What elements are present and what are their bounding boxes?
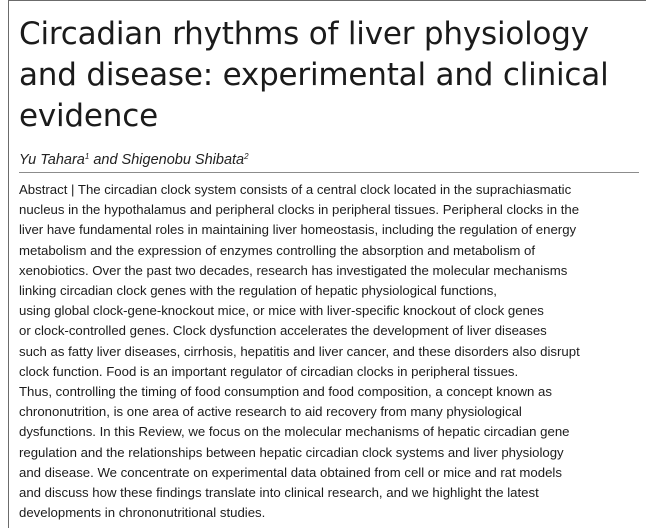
abstract-line: Abstract | The circadian clock system consists of a central clock located in the suprachiasmatic <box>19 182 572 197</box>
abstract-line: and disease. We concentrate on experimental data obtained from cell or mice and rat models <box>19 464 562 480</box>
abstract-line: developments in chrononutritional studies. <box>19 505 266 521</box>
abstract-line: chrononutrition, is one area of active research to aid recovery from many physiological <box>19 404 522 420</box>
abstract-line: dysfunctions. In this Review, we focus on the molecular mechanisms of hepatic circadian gene <box>19 424 570 440</box>
author-affiliation: 2 <box>244 152 249 161</box>
article-title <box>19 14 639 137</box>
abstract-line: xenobiotics. Over the past two decades, research has investigated the molecular mechanisms <box>19 262 568 278</box>
author-list <box>19 148 249 169</box>
abstract <box>19 180 641 523</box>
title-line: Circadian rhythms of liver physiology <box>19 16 589 52</box>
abstract-line: using global clock-gene-knockout mice, or mice with liver-specific knockout of clock genes <box>19 303 544 319</box>
abstract-line: such as fatty liver diseases, cirrhosis, hepatitis and liver cancer, and these disorders also disrupt <box>19 343 580 359</box>
author-affiliation: 1 <box>84 152 90 161</box>
abstract-line: regulation and the relationships between hepatic circadian clock systems and liver physiology <box>19 444 564 460</box>
author-name: Shigenobu Shibata <box>121 152 245 168</box>
abstract-line: linking circadian clock genes with the regulation of hepatic physiological functions, <box>19 283 497 299</box>
abstract-line: and discuss how these findings translate into clinical research, and we highlight the latest <box>19 485 539 501</box>
abstract-line: metabolism and the expression of enzymes controlling the absorption and metabolism of <box>19 242 536 258</box>
title-line: evidence <box>19 98 158 134</box>
author-name: Yu Tahara <box>19 152 85 168</box>
title-line: and disease: experimental and clinical <box>19 57 609 93</box>
abstract-line: or clock-controlled genes. Clock dysfunction accelerates the development of liver diseases <box>19 323 547 339</box>
abstract-line: liver have fundamental roles in maintaining liver homeostasis, including the regulation of energy <box>19 222 577 238</box>
abstract-line: nucleus in the hypothalamus and peripheral clocks in peripheral tissues. Peripheral clocks in the <box>19 202 580 218</box>
abstract-line: Thus, controlling the timing of food consumption and food composition, a concept known as <box>19 384 552 400</box>
author-joiner: and <box>89 152 122 168</box>
abstract-line: clock function. Food is an important regulator of circadian clocks in peripheral tissues. <box>19 363 519 379</box>
abstract-label: Abstract | <box>19 182 78 197</box>
author-divider <box>19 172 639 173</box>
